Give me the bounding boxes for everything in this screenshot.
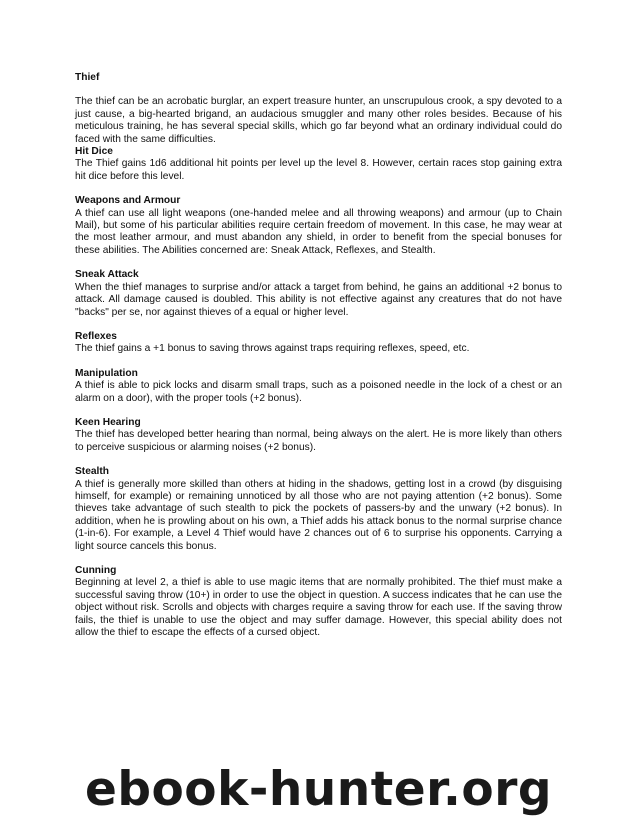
section-heading: Manipulation bbox=[75, 367, 138, 379]
section-heading: Reflexes bbox=[75, 330, 117, 342]
section-keen-hearing bbox=[75, 417, 562, 454]
section-manipulation bbox=[75, 368, 562, 405]
section-heading: Weapons and Armour bbox=[75, 195, 181, 207]
section-heading: Stealth bbox=[75, 466, 109, 478]
section-text: A thief can use all light weapons (one-handed melee and all throwing weapons) and armour (up to Chain Mail), but some of his particular abilities require certain freedom of movement. In this case, he may wear at the most leather armour, and must abandon any shield, in order to benefit from the special bonuses for these abilities. The Abilities concerned are: Sneak Attack, Reflexes, and Stealth. bbox=[75, 207, 562, 256]
section-weapons-and-armour bbox=[75, 195, 562, 257]
section-text: When the thief manages to surprise and/or attack a target from behind, he gains an additional +2 bonus to attack. All damage caused is doubled. This ability is not effective against any creatures that do not have "backs" per se, nor against thieves of a equal or higher level. bbox=[75, 281, 562, 318]
watermark-text: ebook-hunter.org bbox=[84, 762, 553, 817]
section-text: A thief is generally more skilled than others at hiding in the shadows, getting lost in a crowd (by disguising himself, for example) or remaining unnoticed by all those who are not paying attention (+2 bonus). Some thieves take advantage of such stealth to pick the pockets of passers-by and the unwary (+2 bonus). In addition, when he is prowling about on his own, a Thief adds his attack bonus to the normal surprise chance (1-in-6). For example, a Level 4 Thief would have 2 chances out of 6 to surprise his opponents. Carrying a light source cancels this bonus. bbox=[75, 478, 562, 552]
section-stealth bbox=[75, 466, 562, 553]
section-hit-dice bbox=[75, 146, 562, 183]
section-text: The Thief gains 1d6 additional hit points per level up the level 8. However, certain races stop gaining extra hit dice before this level. bbox=[75, 158, 562, 182]
section-text: Beginning at level 2, a thief is able to use magic items that are normally prohibited. The thief must make a successful saving throw (10+) in order to use the object in question. A success indicates that he can use the object without risk. Scrolls and objects with charges require a saving throw for each use. If the saving throw fails, the thief is unable to use the object and may suffer damage. However, this special ability does not allow the thief to escape the effects of a cursed object. bbox=[75, 577, 562, 639]
section-text: The thief gains a +1 bonus to saving throws against traps requiring reflexes, speed, etc. bbox=[75, 343, 470, 355]
section-text: A thief is able to pick locks and disarm small traps, such as a poisoned needle in the lock of a chest or an alarm on a door), with the proper tools (+2 bonus). bbox=[75, 380, 562, 404]
section-text: The thief has developed better hearing than normal, being always on the alert. He is more likely than others to perceive suspicious or alarming noises (+2 bonus). bbox=[75, 429, 562, 453]
document-page bbox=[75, 72, 562, 651]
section-reflexes bbox=[75, 331, 562, 356]
section-sneak-attack bbox=[75, 269, 562, 319]
page-title: Thief bbox=[75, 72, 100, 83]
section-heading: Cunning bbox=[75, 565, 117, 576]
section-cunning bbox=[75, 565, 562, 639]
section-heading: Hit Dice bbox=[75, 146, 113, 158]
intro-paragraph: The thief can be an acrobatic burglar, an expert treasure hunter, an unscrupulous crook, a spy devoted to a just cause, a big-hearted brigand, an audacious smuggler and many other roles besides. Because of his meticulous training, he has several special skills, which go far beyond what an ordinary individual could do faced with the same difficulties. bbox=[75, 96, 562, 145]
section-heading: Keen Hearing bbox=[75, 416, 141, 428]
section-heading: Sneak Attack bbox=[75, 269, 139, 281]
